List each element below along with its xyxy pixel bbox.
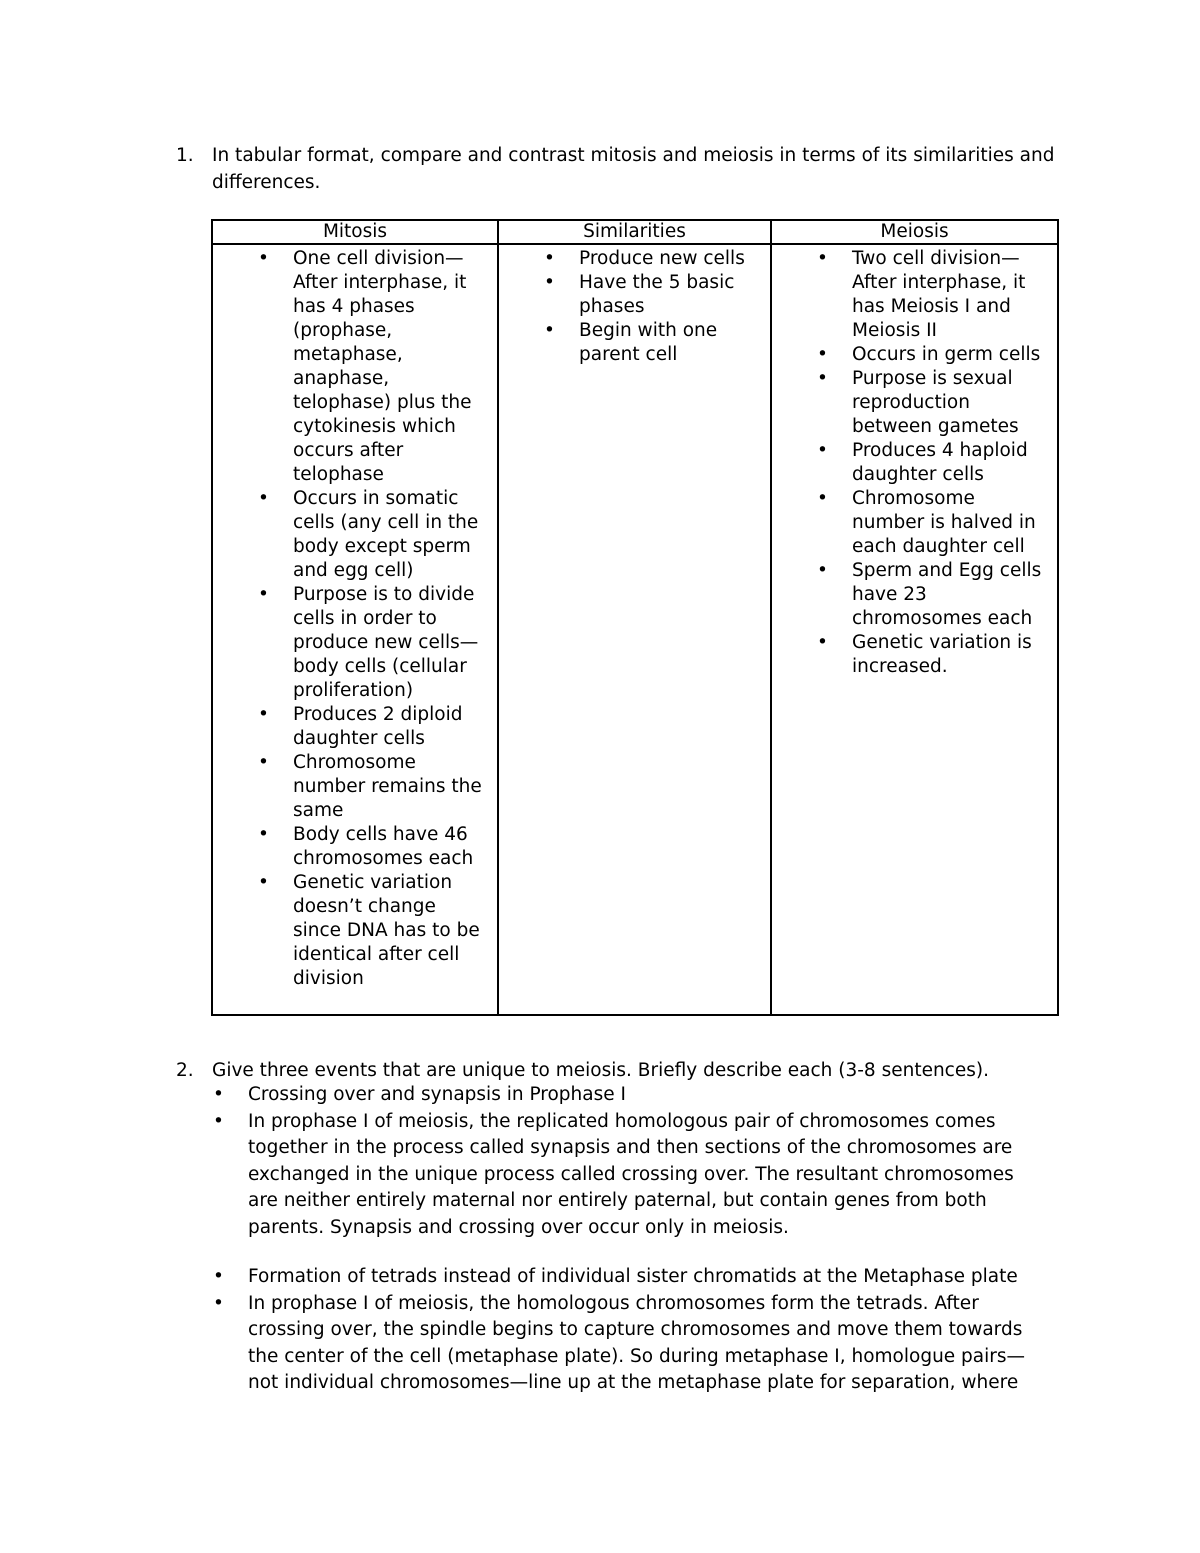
list-item: • Begin with one parent cell xyxy=(579,319,762,367)
comparison-table xyxy=(211,219,1059,1016)
mitosis-cell xyxy=(212,244,498,1015)
list-item: • Two cell division—After interphase, it has Meiosis I and Meiosis II xyxy=(852,247,1049,343)
list-item: • Chromosome number remains the same xyxy=(293,751,489,823)
question-1-text: In tabular format, compare and contrast mitosis and meiosis in terms of its similarities and differences. xyxy=(212,145,1055,193)
header-similarities: Similarities xyxy=(498,220,771,244)
list-item: • Occurs in somatic cells (any cell in the body except sperm and egg cell) xyxy=(293,487,489,583)
header-mitosis: Mitosis xyxy=(212,220,498,244)
list-item: • One cell division—After interphase, it has 4 phases (prophase, metaphase, anaphase, telophase) plus the cytokinesis which occurs after telophase xyxy=(293,247,489,487)
list-item: • Genetic variation is increased. xyxy=(852,631,1049,679)
list-item: • In prophase I of meiosis, the replicated homologous pair of chromosomes comes together in the process called synapsis and then sections of the chromosomes are exchanged in the unique process called crossing over. The resultant chromosomes are neither entirely maternal nor entirely paternal, but contain genes from both parents. Synapsis and crossing over occur only in meiosis. xyxy=(248,1109,1042,1242)
list-item: • Sperm and Egg cells have 23 chromosomes each xyxy=(852,559,1049,631)
list-item: • Produce new cells xyxy=(579,247,762,271)
question-2-number: 2. xyxy=(176,1060,194,1081)
table-header-row xyxy=(212,220,1058,244)
similarities-cell xyxy=(498,244,771,1015)
question-1-number: 1. xyxy=(176,145,194,166)
list-item: • Occurs in germ cells xyxy=(852,343,1049,367)
list-item: • Formation of tetrads instead of individual sister chromatids at the Metaphase plate xyxy=(248,1264,1042,1291)
event-2-list xyxy=(212,1264,1042,1397)
meiosis-cell xyxy=(771,244,1058,1015)
list-item: • In prophase I of meiosis, the homologous chromosomes form the tetrads. After crossing over, the spindle begins to capture chromosomes and move them towards the center of the cell (metaphase plate). So during metaphase I, homologue pairs—not individual chromosomes—line up at the metaphase plate for separation, where xyxy=(248,1291,1042,1397)
question-2-text: Give three events that are unique to meiosis. Briefly describe each (3-8 sentences). xyxy=(212,1060,989,1081)
list-item: • Produces 4 haploid daughter cells xyxy=(852,439,1049,487)
similarities-list xyxy=(499,245,770,367)
list-item: • Purpose is sexual reproduction between gametes xyxy=(852,367,1049,439)
list-item: • Crossing over and synapsis in Prophase I xyxy=(248,1082,1042,1109)
meiosis-list xyxy=(772,245,1057,679)
table-row xyxy=(212,244,1058,1015)
list-item: • Genetic variation doesn’t change since DNA has to be identical after cell division xyxy=(293,871,489,991)
list-item: • Body cells have 46 chromosomes each xyxy=(293,823,489,871)
list-item: • Produces 2 diploid daughter cells xyxy=(293,703,489,751)
header-meiosis: Meiosis xyxy=(771,220,1058,244)
question-1 xyxy=(176,142,1066,196)
mitosis-list xyxy=(213,245,497,991)
question-2 xyxy=(176,1057,1066,1084)
list-item: • Chromosome number is halved in each daughter cell xyxy=(852,487,1049,559)
event-1-list xyxy=(212,1082,1042,1241)
list-item: • Have the 5 basic phases xyxy=(579,271,762,319)
list-item: • Purpose is to divide cells in order to produce new cells—body cells (cellular proliferation) xyxy=(293,583,489,703)
